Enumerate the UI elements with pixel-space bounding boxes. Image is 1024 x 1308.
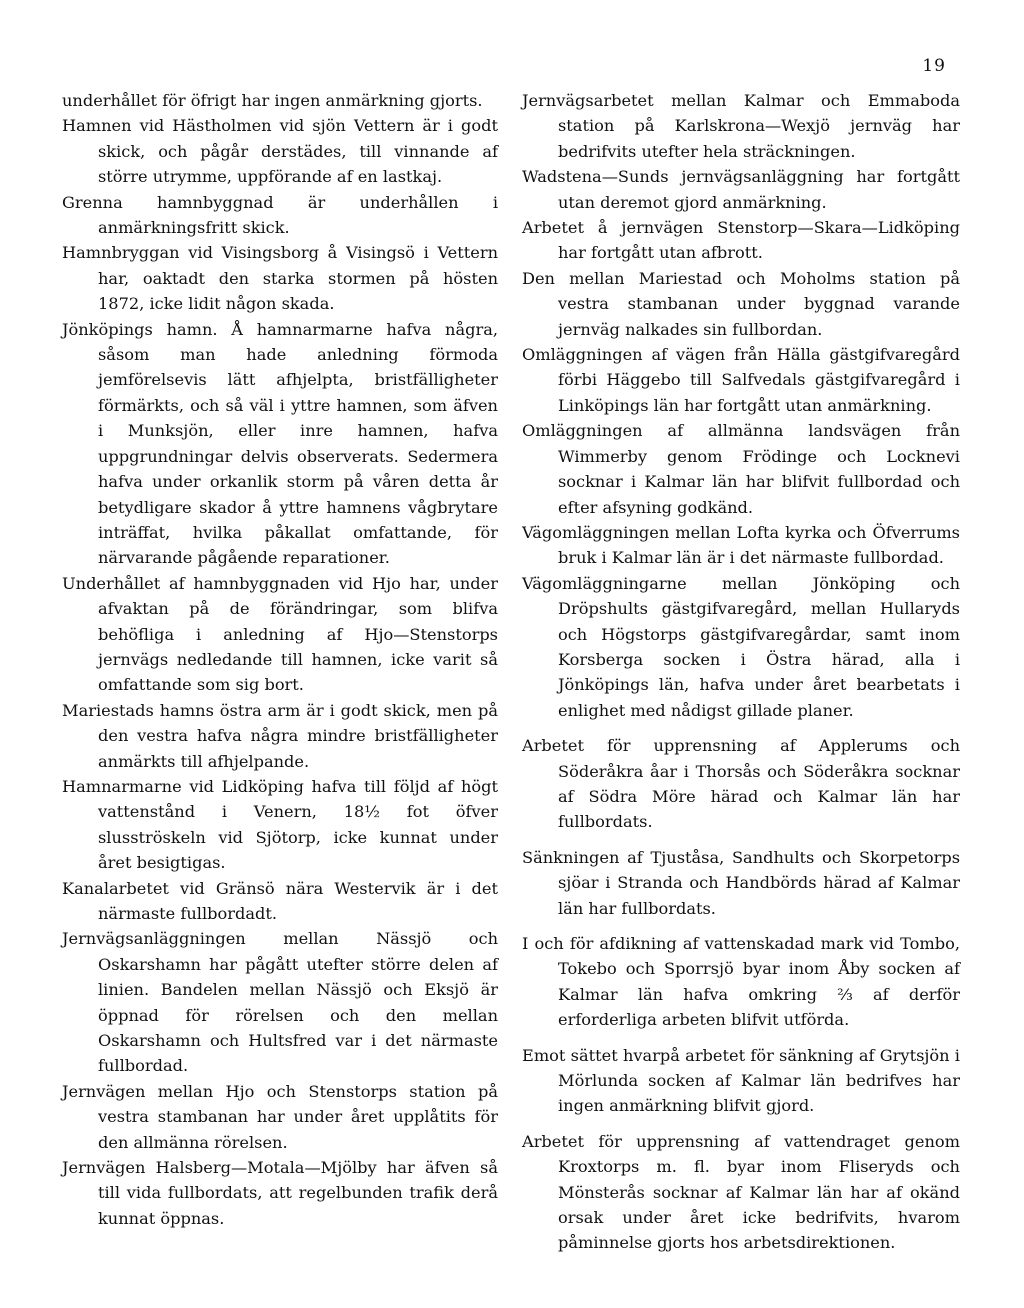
paragraph: Hamnbryggan vid Visingsborg å Visingsö i Vettern har, oaktadt den starka stormen på hösten 1872, icke lidit någon skada. (62, 243, 498, 314)
paragraph: Omläggningen af vägen från Hälla gästgifvaregård förbi Häggebo till Salfvedals gästgifvaregård i Linköpings län har fortgått utan anmärkning. (522, 345, 960, 415)
paragraph: Omläggningen af allmänna landsvägen från Wimmerby genom Frödinge och Locknevi socknar i Kalmar län har blifvit fullbordad och efter afsyning godkänd. (522, 421, 960, 517)
paragraph: Emot sättet hvarpå arbetet för sänkning af Grytsjön i Mörlunda socken af Kalmar län bedrifves har ingen anmärkning blifvit gjord. (522, 1045, 960, 1116)
paragraph: Jernvägen Halsberg—Motala—Mjölby har äfven så till vida fullbordats, att regelbunden trafik derå kunnat öppnas. (62, 1158, 498, 1228)
paragraph: Den mellan Mariestad och Moholms station på vestra stambanan under byggnad varande jernväg nalkades sin fullbordan. (522, 268, 960, 339)
paragraph: Vägomläggningen mellan Lofta kyrka och Öfverrums bruk i Kalmar län är i det närmaste fullbordad. (522, 522, 960, 568)
paragraph: Grenna hamnbyggnad är underhållen i anmärkningsfritt skick. (62, 192, 498, 238)
paragraph: Underhållet af hamnbyggnaden vid Hjo har, under afvaktan på de förändringar, som blifva behöfliga i anledning af Hjo—Stenstorps jernvägs nedledande till hamnen, icke varit så omfattande som sig bort. (62, 573, 498, 695)
paragraph: Wadstena—Sunds jernvägsanläggning har fortgått utan deremot gjord anmärkning. (522, 167, 960, 212)
paragraph: Mariestads hamns östra arm är i godt skick, men på den vestra hafva några mindre bristfälligheter anmärkts till afhjelpande. (62, 700, 498, 771)
paragraph: Hamnarmarne vid Lidköping hafva till följd af högt vattenstånd i Venern, 18½ fot öfver slusströskeln vid Sjötorp, icke kunnat under året besigtigas. (62, 776, 498, 873)
page-number: 19 (922, 56, 946, 76)
paragraph: Jernvägen mellan Hjo och Stenstorps station på vestra stambanan har under året upplåtits för den allmänna rörelsen. (62, 1081, 498, 1152)
paragraph: Jönköpings hamn. Å hamnarmarne hafva några, såsom man hade anledning förmoda jemförelsevis lätt afhjelpta, bristfälligheter förmärkts, och så väl i yttre hamnen, som äfven i Munksjön, eller inre hamnen, hafva uppgrundningar delvis observerats. Sedermera hafva under orkanlik storm på våren detta år betydligare skador å yttre hamnens vågbrytare inträffat, hvilka påkallat omfattande, för närvarande pågående reparationer. (62, 319, 498, 568)
left-column (62, 88, 498, 1231)
paragraph: Sänkningen af Tjuståsa, Sandhults och Skorpetorps sjöar i Stranda och Handbörds härad af Kalmar län har fullbordats. (522, 847, 960, 918)
paragraph: Hamnen vid Hästholmen vid sjön Vettern är i godt skick, och pågår derstädes, till vinnande af större utrymme, uppförande af en lastkaj. (62, 116, 498, 187)
paragraph: Vägomläggningarne mellan Jönköping och Dröpshults gästgifvaregård, mellan Hullaryds och Högstorps gästgifvaregårdar, samt inom Korsberga socken i Östra härad, alla i Jönköpings län, hafva under året bearbetats i enlighet med nådigst gillade planer. (522, 573, 960, 720)
right-column (522, 88, 960, 1256)
paragraph: Jernvägsanläggningen mellan Nässjö och Oskarshamn har pågått utefter större delen af linien. Bandelen mellan Nässjö och Eksjö är öppnad för rörelsen och den mellan Oskarshamn och Hultsfred var i det närmaste fullbordad. (62, 929, 498, 1076)
paragraph: Arbetet å jernvägen Stenstorp—Skara—Lidköping har fortgått utan afbrott. (522, 218, 960, 263)
paragraph: Arbetet för upprensning af Applerums och Söderåkra åar i Thorsås och Söderåkra socknar af Södra Möre härad och Kalmar län har fullbordats. (522, 736, 960, 832)
paragraph: Arbetet för upprensning af vattendraget genom Kroxtorps m. fl. byar inom Fliseryds och Mönsterås socknar af Kalmar län har af okänd orsak under året icke bedrifvits, hvarom påminnelse gjorts hos arbetsdirektionen. (522, 1131, 960, 1253)
paragraph: Kanalarbetet vid Gränsö nära Westervik är i det närmaste fullbordadt. (62, 878, 498, 923)
paragraph: underhållet för öfrigt har ingen anmärkning gjorts. (62, 91, 483, 110)
paragraph: I och för afdikning af vattenskadad mark vid Tombo, Tokebo och Sporrsjö byar inom Åby socken af Kalmar län hafva omkring ⅔ af derför erforderliga arbeten blifvit utförda. (522, 934, 960, 1030)
paragraph: Jernvägsarbetet mellan Kalmar och Emmaboda station på Karlskrona—Wexjö jernväg har bedrifvits utefter hela sträckningen. (522, 91, 960, 161)
